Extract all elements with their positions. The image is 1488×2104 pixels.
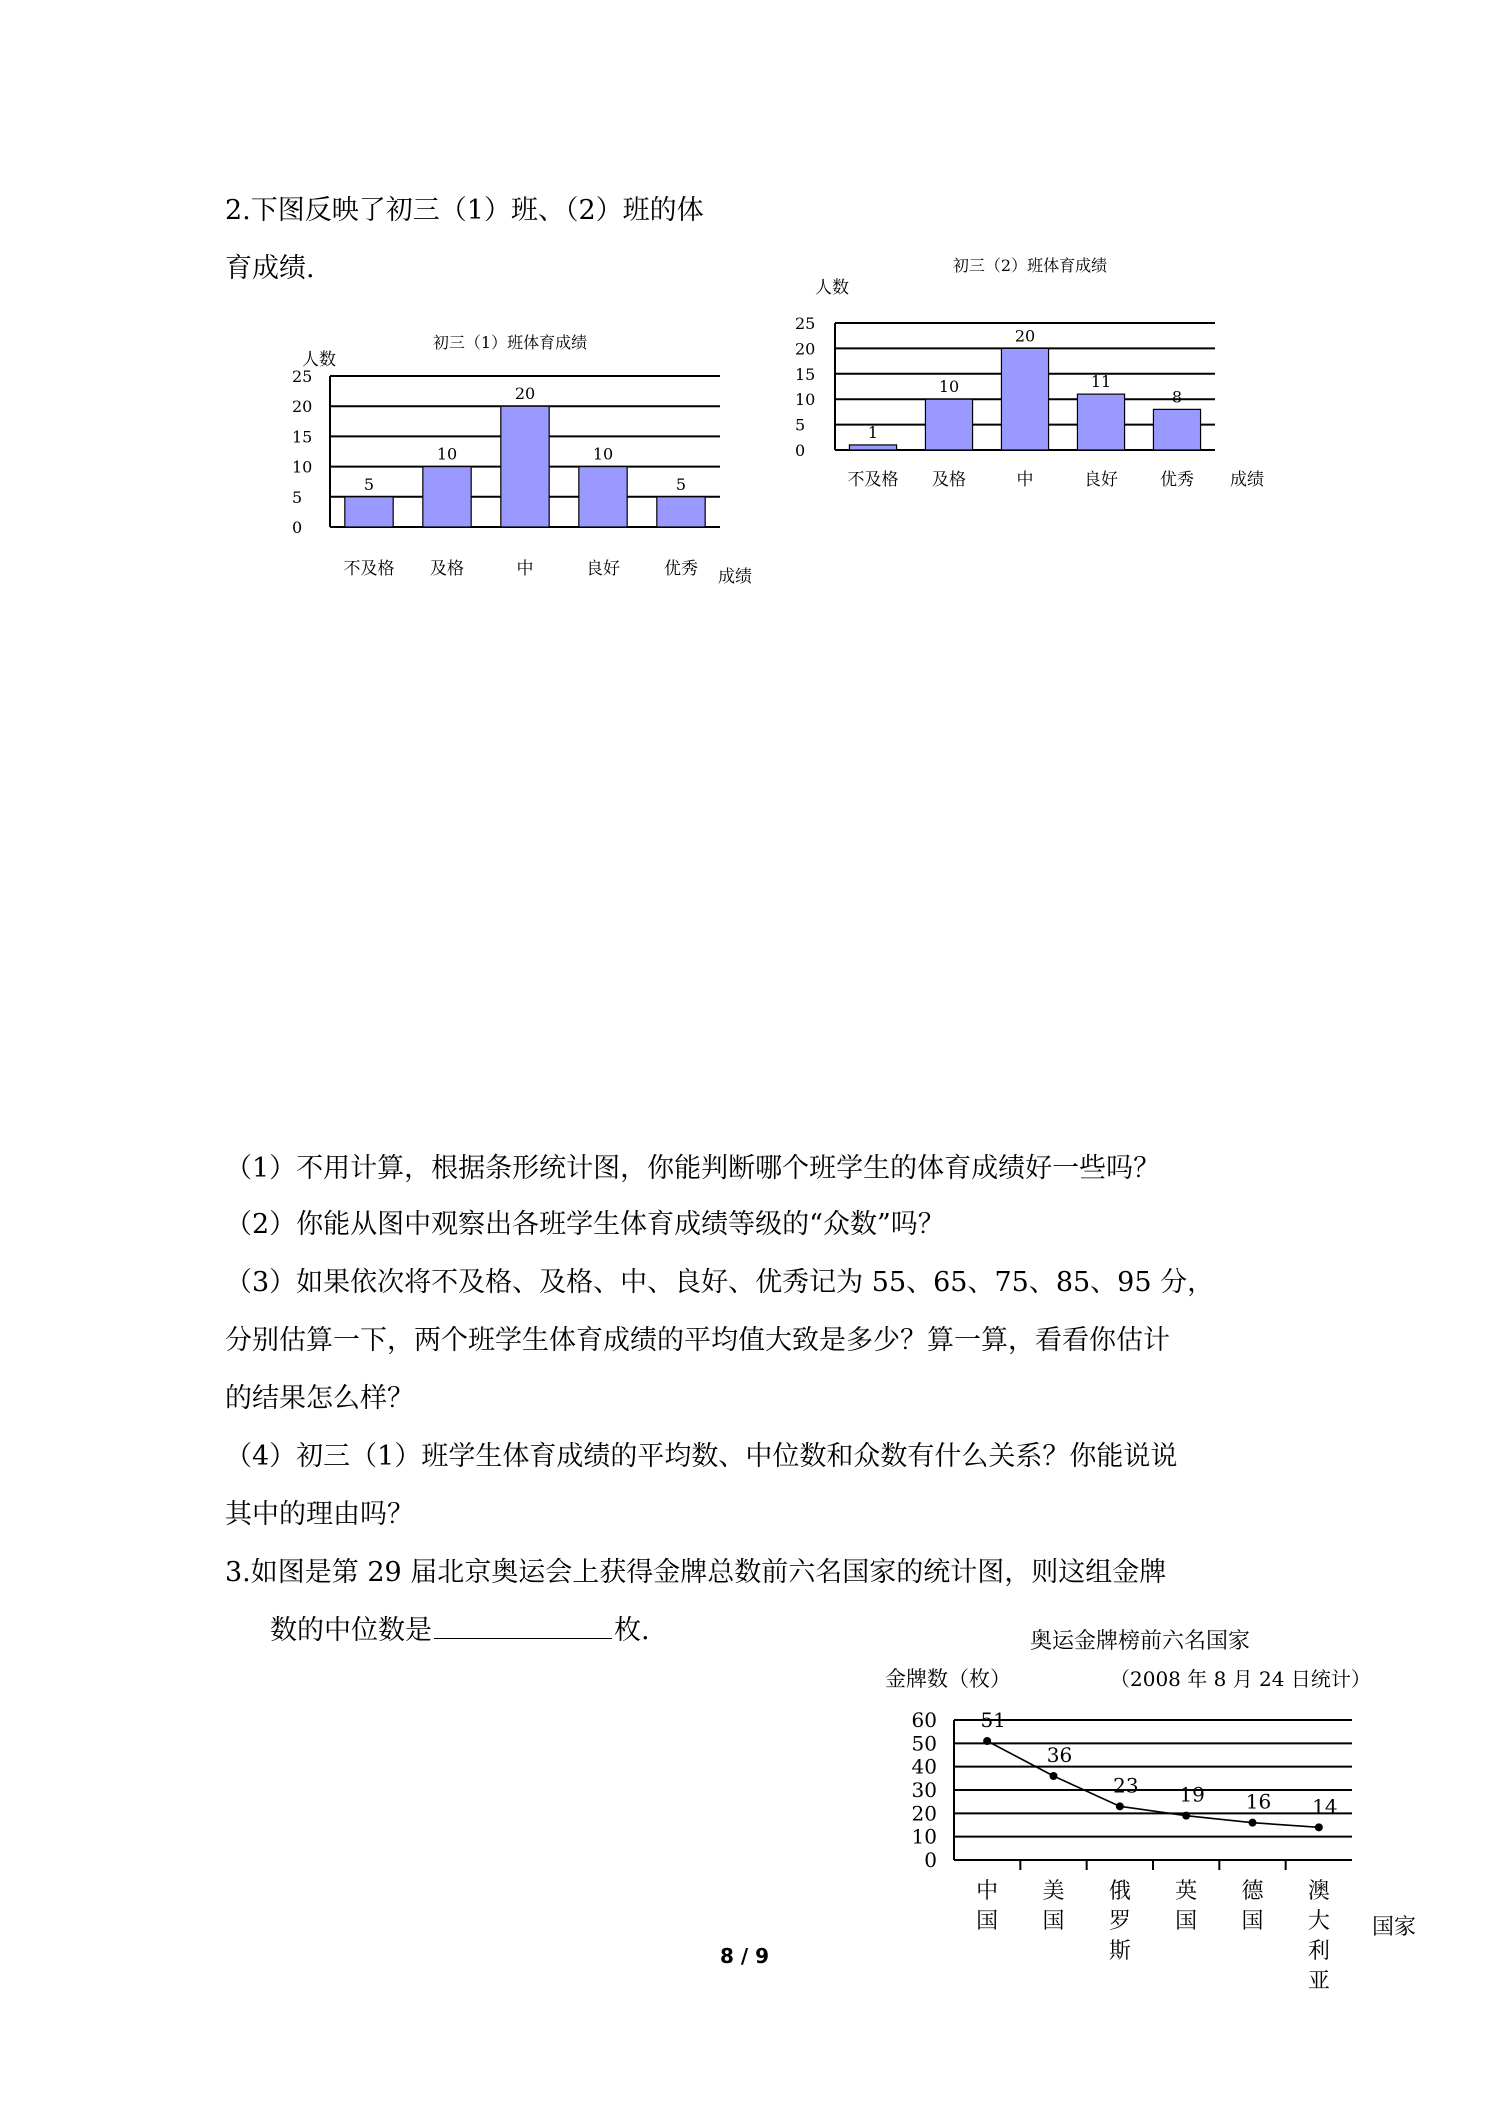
category-label: 澳大利亚 bbox=[1307, 1879, 1330, 1994]
problem3-text-after: 枚. bbox=[614, 1615, 650, 1646]
y-tick-label: 20 bbox=[911, 1801, 937, 1826]
data-label: 14 bbox=[1312, 1794, 1338, 1819]
y-tick-label: 50 bbox=[911, 1731, 937, 1756]
y-tick-label: 30 bbox=[911, 1778, 937, 1802]
chart-title: 奥运金牌榜前六名国家 bbox=[1029, 1629, 1251, 1654]
bar bbox=[501, 406, 549, 527]
y-tick-label: 15 bbox=[795, 364, 816, 384]
bar bbox=[1077, 394, 1124, 450]
y-axis-label: 金牌数（枚） bbox=[885, 1667, 1011, 1691]
question-3-line2: 分别估算一下，两个班学生体育成绩的平均值大致是多少？算一算，看看你估计 bbox=[225, 1325, 1170, 1356]
chart-subtitle: （2008 年 8 月 24 日统计） bbox=[1110, 1667, 1371, 1691]
bar bbox=[345, 497, 393, 527]
data-label: 5 bbox=[675, 474, 687, 494]
problem3-text-before: 数的中位数是 bbox=[270, 1615, 432, 1646]
data-label: 20 bbox=[514, 384, 536, 404]
data-label: 36 bbox=[1046, 1743, 1073, 1767]
y-tick-label: 20 bbox=[292, 397, 313, 417]
category-label: 及格 bbox=[430, 559, 464, 579]
chart-title: 初三（2）班体育成绩 bbox=[952, 256, 1108, 275]
question-3-line3: 的结果怎么样？ bbox=[225, 1383, 414, 1414]
series-line bbox=[987, 1741, 1319, 1827]
data-label: 11 bbox=[1090, 372, 1112, 392]
question-4-line1: （4）初三（1）班学生体育成绩的平均数、中位数和众数有什么关系？你能说说 bbox=[225, 1441, 1178, 1472]
data-label: 23 bbox=[1113, 1773, 1139, 1798]
category-label: 德国 bbox=[1241, 1879, 1264, 1934]
y-tick-label: 15 bbox=[292, 427, 313, 447]
category-label: 俄罗斯 bbox=[1108, 1879, 1131, 1964]
bar bbox=[423, 467, 471, 527]
data-label: 10 bbox=[436, 444, 458, 464]
y-tick-label: 10 bbox=[292, 457, 313, 477]
y-tick-label: 40 bbox=[911, 1754, 937, 1779]
category-label: 中 bbox=[1016, 470, 1034, 490]
y-axis-label: 人数 bbox=[302, 350, 336, 370]
data-point bbox=[983, 1737, 991, 1745]
problem2-line1: 2.下图反映了初三（1）班、（2）班的体 bbox=[225, 195, 704, 226]
question-1: （1）不用计算，根据条形统计图，你能判断哪个班学生的体育成绩好一些吗？ bbox=[225, 1153, 1161, 1184]
data-label: 51 bbox=[980, 1708, 1006, 1732]
bar bbox=[579, 467, 627, 527]
problem3-line2 bbox=[270, 1610, 650, 1652]
y-tick-label: 25 bbox=[292, 367, 313, 386]
data-point bbox=[1182, 1812, 1190, 1820]
x-axis-label: 成绩 bbox=[718, 567, 752, 587]
y-tick-label: 10 bbox=[795, 390, 816, 410]
question-4-line2: 其中的理由吗？ bbox=[225, 1499, 414, 1530]
question-3-line1: （3）如果依次将不及格、及格、中、良好、优秀记为 55、65、75、85、95 分， bbox=[225, 1267, 1215, 1298]
y-axis-label: 人数 bbox=[815, 278, 849, 298]
data-point bbox=[1315, 1823, 1323, 1831]
y-tick-label: 60 bbox=[911, 1708, 937, 1732]
class1-bar-chart bbox=[270, 320, 770, 600]
y-tick-label: 0 bbox=[292, 518, 303, 537]
data-label: 1 bbox=[867, 422, 879, 442]
y-tick-label: 25 bbox=[795, 314, 816, 333]
bar bbox=[1153, 409, 1200, 450]
category-label: 中 bbox=[516, 559, 534, 579]
data-label: 10 bbox=[592, 444, 614, 464]
data-point bbox=[1116, 1802, 1124, 1810]
category-label: 英国 bbox=[1175, 1879, 1198, 1934]
data-label: 20 bbox=[1014, 326, 1036, 346]
data-point bbox=[1249, 1819, 1257, 1827]
category-label: 及格 bbox=[932, 470, 966, 490]
bar bbox=[849, 445, 896, 450]
category-label: 中国 bbox=[976, 1879, 999, 1934]
y-tick-label: 0 bbox=[924, 1848, 937, 1872]
y-tick-label: 5 bbox=[795, 415, 806, 435]
bar bbox=[657, 497, 705, 527]
class2-bar-chart bbox=[790, 245, 1290, 505]
x-axis-label: 国家 bbox=[1372, 1915, 1417, 1940]
category-label: 优秀 bbox=[664, 559, 698, 579]
data-label: 8 bbox=[1171, 387, 1183, 407]
problem3-line1: 3.如图是第 29 届北京奥运会上获得金牌总数前六名国家的统计图，则这组金牌 bbox=[225, 1557, 1167, 1588]
x-axis-label: 成绩 bbox=[1230, 470, 1264, 490]
category-label: 优秀 bbox=[1160, 470, 1194, 490]
bar bbox=[1001, 348, 1048, 450]
y-tick-label: 5 bbox=[292, 487, 303, 507]
category-label: 不及格 bbox=[343, 559, 395, 579]
answer-blank[interactable] bbox=[434, 1612, 612, 1639]
category-label: 良好 bbox=[586, 559, 620, 579]
data-label: 5 bbox=[363, 474, 375, 494]
data-label: 16 bbox=[1245, 1789, 1272, 1814]
page-number: 8 / 9 bbox=[720, 1944, 770, 1968]
chart-title: 初三（1）班体育成绩 bbox=[432, 333, 588, 352]
category-label: 美国 bbox=[1042, 1879, 1065, 1934]
category-label: 良好 bbox=[1084, 470, 1118, 490]
y-tick-label: 10 bbox=[911, 1824, 937, 1849]
y-tick-label: 20 bbox=[795, 339, 816, 359]
category-label: 不及格 bbox=[847, 470, 899, 490]
bar bbox=[925, 399, 972, 450]
y-tick-label: 0 bbox=[795, 441, 806, 460]
question-2: （2）你能从图中观察出各班学生体育成绩等级的“众数”吗？ bbox=[225, 1209, 945, 1240]
data-label: 10 bbox=[938, 377, 960, 397]
problem2-line2: 育成绩. bbox=[225, 253, 315, 284]
data-point bbox=[1050, 1772, 1058, 1780]
olympic-line-chart bbox=[870, 1620, 1430, 2010]
data-label: 19 bbox=[1179, 1782, 1205, 1807]
